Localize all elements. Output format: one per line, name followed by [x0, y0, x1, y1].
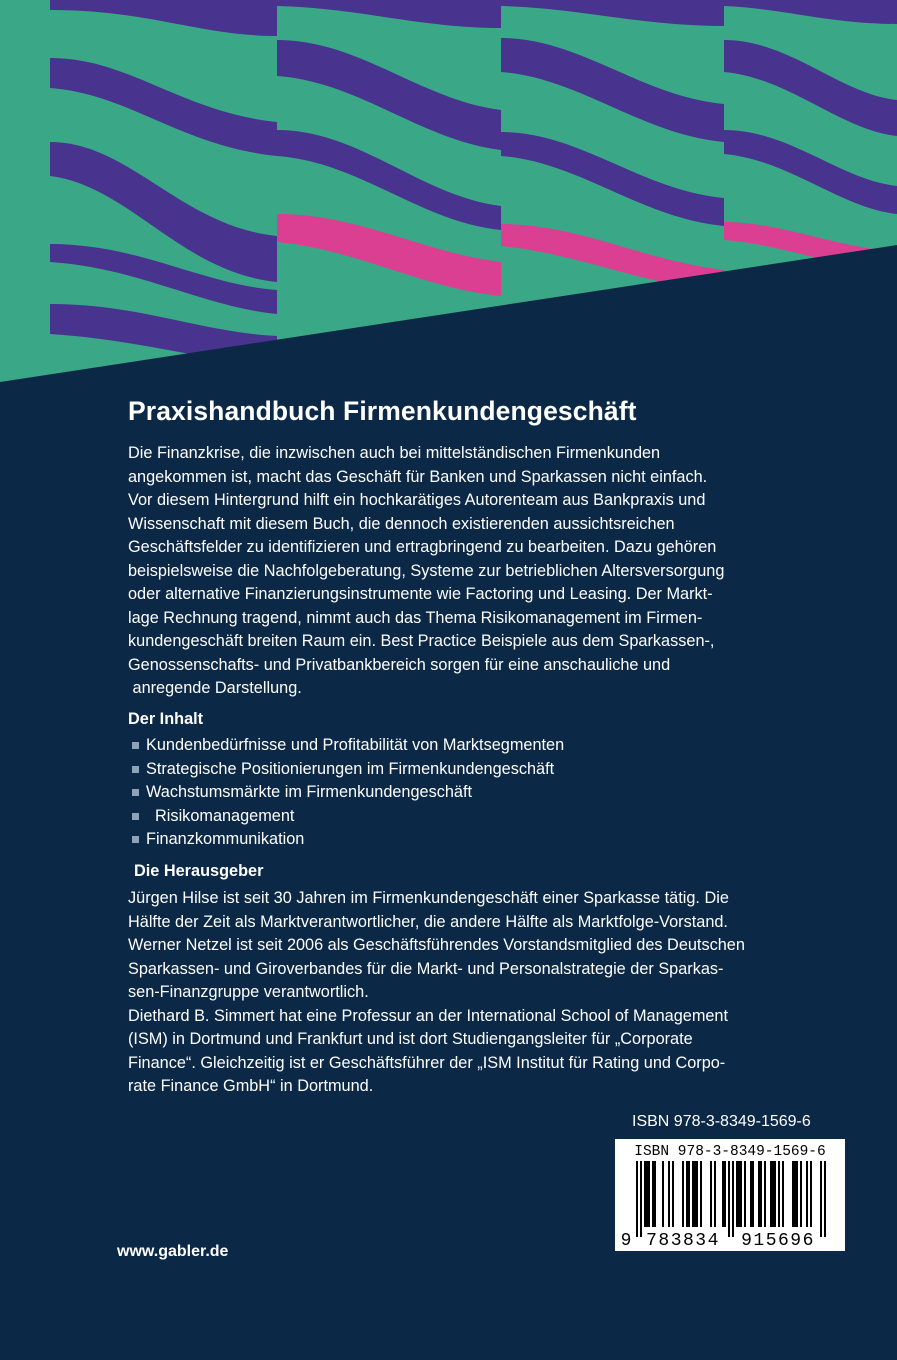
- barcode-bar: [662, 1161, 664, 1227]
- barcode: [615, 1139, 845, 1251]
- editor-bio-line: Finance“. Gleichzeitig ist er Geschäftsführer der „ISM Institut für Rating und Corpo-: [128, 1053, 726, 1072]
- barcode-bar: [806, 1161, 808, 1227]
- barcode-graphic: [615, 1139, 845, 1251]
- description-line: Die Finanzkrise, die inzwischen auch bei mittelständischen Firmenkunden: [128, 444, 661, 462]
- barcode-lead-digit: 9: [620, 1231, 632, 1251]
- square-bullet-icon: [132, 836, 139, 843]
- barcode-bar: [732, 1161, 734, 1237]
- list-item-label: Wachstumsmärkte im Firmenkundengeschäft: [146, 783, 473, 801]
- square-bullet-icon: [132, 742, 139, 749]
- barcode-bar: [728, 1161, 730, 1237]
- barcode-bar: [764, 1161, 766, 1227]
- editor-bio-line: Werner Netzel ist seit 2006 als Geschäftsführendes Vorstandsmitglied des Deutschen: [128, 936, 745, 954]
- barcode-bar: [792, 1161, 794, 1227]
- barcode-bar: [688, 1161, 690, 1227]
- barcode-bar: [694, 1161, 696, 1227]
- barcode-bar: [796, 1161, 798, 1227]
- editors-bio: [128, 887, 745, 1099]
- editor-bio-line: Sparkassen- und Giroverbandes für die Markt- und Personalstrategie der Sparkas-: [128, 959, 724, 978]
- square-bullet-icon: [132, 789, 139, 796]
- barcode-bar: [682, 1161, 684, 1227]
- barcode-bar: [644, 1161, 646, 1227]
- book-description: [128, 442, 828, 701]
- barcode-bar: [668, 1161, 670, 1227]
- contents-heading: Der Inhalt: [128, 710, 204, 728]
- barcode-bar: [646, 1161, 648, 1227]
- list-item: [132, 828, 564, 852]
- description-line: Genossenschafts- und Privatbankbereich sorgen für eine anschauliche und: [128, 655, 671, 674]
- description-line: anregende Darstellung.: [128, 679, 302, 697]
- list-item-label: Finanzkommunikation: [146, 830, 305, 848]
- barcode-bar: [782, 1161, 784, 1227]
- barcode-bar: [652, 1161, 654, 1227]
- barcode-bar: [714, 1161, 716, 1227]
- barcode-left-digits: 783834: [646, 1231, 720, 1251]
- barcode-bar: [722, 1161, 724, 1227]
- barcode-bar: [778, 1161, 780, 1227]
- list-item: [132, 781, 564, 805]
- isbn-label: ISBN 978-3-8349-1569-6: [632, 1113, 811, 1130]
- editor-bio-line: Diethard B. Simmert hat eine Professur an der International School of Management: [128, 1006, 729, 1025]
- barcode-bar: [800, 1161, 802, 1227]
- description-line: beispielsweise die Nachfolgeberatung, Systeme zur betrieblichen Altersversorgung: [128, 561, 725, 580]
- barcode-right-digits: 915696: [741, 1231, 815, 1251]
- barcode-top-text: ISBN 978-3-8349-1569-6: [634, 1144, 826, 1160]
- barcode-bar: [636, 1161, 638, 1237]
- barcode-bar: [770, 1161, 772, 1227]
- barcode-bar: [700, 1161, 702, 1227]
- barcode-bar: [752, 1161, 754, 1227]
- cover-artwork: [0, 0, 897, 390]
- barcode-bar: [750, 1161, 752, 1227]
- barcode-bar: [640, 1161, 642, 1237]
- barcode-bar: [740, 1161, 742, 1227]
- barcode-bar: [672, 1161, 674, 1227]
- barcode-bar: [724, 1161, 726, 1227]
- editors-heading: Die Herausgeber: [134, 862, 264, 880]
- editor-bio-line: (ISM) in Dortmund und Frankfurt und ist dort Studiengangsleiter für „Corporate: [128, 1030, 693, 1048]
- list-item: [132, 805, 564, 829]
- publisher-url[interactable]: www.gabler.de: [117, 1243, 229, 1260]
- description-line: Geschäftsfelder zu identifizieren und ertragbringend zu bearbeiten. Dazu gehören: [128, 538, 717, 556]
- list-item: [132, 758, 564, 782]
- editor-bio-line: rate Finance GmbH“ in Dortmund.: [128, 1077, 374, 1095]
- description-line: kundengeschäft breiten Raum ein. Best Practice Beispiele aus dem Sparkassen-,: [128, 632, 715, 650]
- list-item: [132, 734, 564, 758]
- barcode-bar: [794, 1161, 796, 1227]
- editor-bio-line: Hälfte der Zeit als Marktverantwortlicher, die andere Hälfte als Marktfolge-Vorstand.: [128, 912, 728, 931]
- barcode-bar: [692, 1161, 694, 1227]
- barcode-bar: [820, 1161, 822, 1237]
- contents-list: [132, 734, 564, 852]
- barcode-bar: [686, 1161, 688, 1227]
- editor-bio-line: sen-Finanzgruppe verantwortlich.: [128, 983, 369, 1001]
- description-line: oder alternative Finanzierungsinstrumente wie Factoring und Leasing. Der Markt-: [128, 585, 713, 603]
- list-item-label: Kundenbedürfnisse und Profitabilität von Marktsegmenten: [146, 736, 565, 754]
- barcode-bar: [654, 1161, 656, 1227]
- description-line: Vor diesem Hintergrund hilft ein hochkarätiges Autorenteam aus Bankpraxis und: [128, 491, 706, 509]
- barcode-bar: [774, 1161, 776, 1227]
- barcode-bar: [744, 1161, 746, 1227]
- list-item-label: Strategische Positionierungen im Firmenkundengeschäft: [146, 759, 555, 778]
- barcode-bar: [736, 1161, 738, 1227]
- square-bullet-icon: [132, 766, 139, 773]
- barcode-bar: [772, 1161, 774, 1227]
- description-line: Wissenschaft mit diesem Buch, die dennoch existierenden aussichtsreichen: [128, 514, 675, 533]
- description-line: lage Rechnung tragend, nimmt auch das Thema Risikomanagement im Firmen-: [128, 608, 703, 627]
- barcode-bar: [738, 1161, 740, 1227]
- description-line: angekommen ist, macht das Geschäft für Banken und Sparkassen nicht einfach.: [128, 467, 708, 486]
- barcode-bar: [810, 1161, 812, 1227]
- editor-bio-line: Jürgen Hilse ist seit 30 Jahren im Firmenkundengeschäft einer Sparkasse tätig. Die: [128, 889, 729, 907]
- book-title: Praxishandbuch Firmenkundengeschäft: [128, 396, 637, 426]
- barcode-bar: [760, 1161, 762, 1227]
- barcode-bar: [696, 1161, 698, 1227]
- square-bullet-icon: [132, 813, 139, 820]
- barcode-bar: [758, 1161, 760, 1227]
- list-item-label: Risikomanagement: [146, 806, 295, 825]
- barcode-bar: [648, 1161, 650, 1227]
- barcode-bar: [824, 1161, 826, 1237]
- barcode-bar: [710, 1161, 712, 1227]
